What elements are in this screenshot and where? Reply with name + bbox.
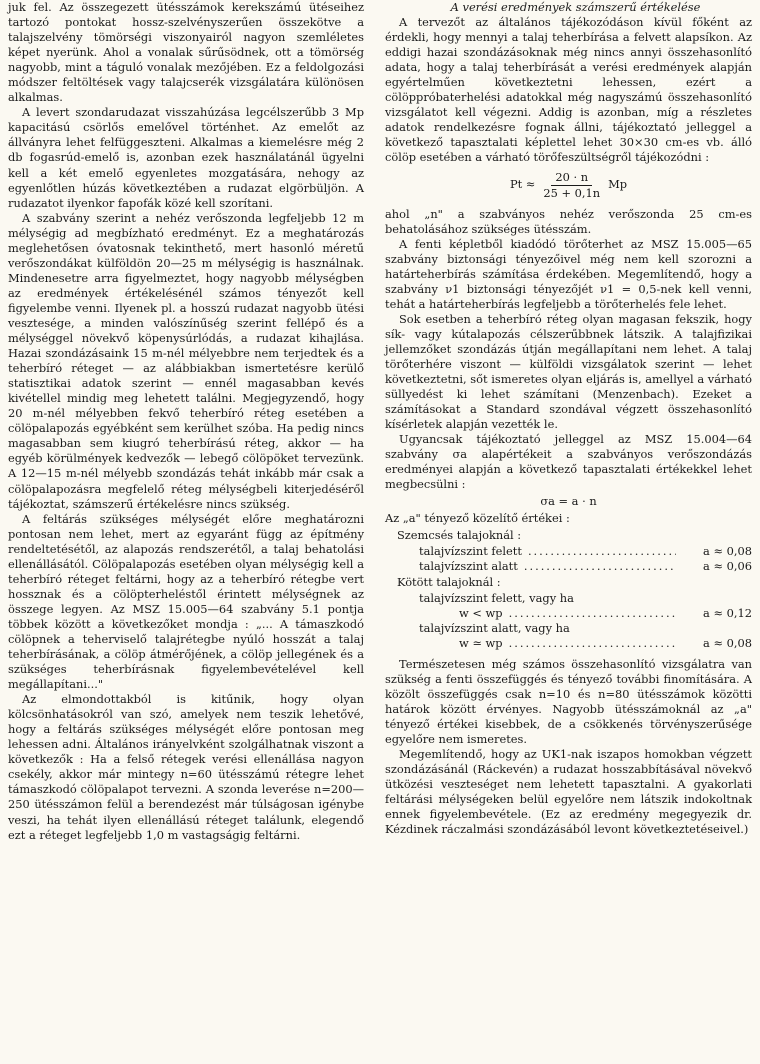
formula-numerator: 20 · n — [551, 170, 592, 186]
factor-label: talajvízszint felett, vagy ha — [419, 590, 574, 605]
group-title: Kötött talajoknál : — [397, 574, 501, 589]
paragraph: Ugyancsak tájékoztató jelleggel az MSZ 15.004—64 szabvány σa alapértékeit a szabványos verőszondázás eredményei alapján a következő tapasztalati értékekkel lehet megbecsülni : — [385, 432, 752, 492]
factor-value: a ≈ 0,12 — [703, 605, 752, 620]
section-heading: A verési eredmények számszerű értékelése — [450, 0, 701, 14]
factor-value: a ≈ 0,08 — [703, 635, 752, 650]
paragraph: Természetesen még számos összehasonlító vizsgálatra van szükség a fenti összefüggés és tényező további finomítására. A közölt összefüggés csak n=10 és n=80 ütésszámok közötti határok között érvényes. Nagyobb ütésszámoknál az „a" tényező értékei kisebbek, de a csökkenés törvényszerűsége egyelőre nem ismeretes. — [385, 656, 752, 747]
factor-value: a ≈ 0,08 — [703, 543, 752, 558]
factor-row — [419, 559, 752, 574]
paragraph: juk fel. Az összegezett ütésszámok kerekszámú ütéseihez tartozó pontokat hossz-szelvényszerűen összekötve a talajszelvény tömörségi viszonyairól nagyon szemléletes képet nyerünk. Ahol a vonalak sűrűsödnek, ott a tömörség nagyobb, mint a táguló vonalak mezőjében. Ez a feldolgozási módszer feltöltések vagy talajcserék vizsgálatára különösen alkalmas. — [8, 0, 364, 105]
factor-label: talajvízszint felett — [419, 543, 522, 558]
sigma-formula: σa = a · n — [540, 494, 597, 509]
formula-unit: Mp — [608, 177, 628, 192]
formula-fraction — [539, 170, 604, 201]
load-formula — [385, 170, 752, 201]
paragraph: Sok esetben a teherbíró réteg olyan magasan fekszik, hogy sík- vagy kútalapozás célszerűbbnek látszik. A talajfizikai jellemzőket szondázás útján megállapítani nem lehet. A talaj törőterhére viszont — külföldi vizsgálatok szerint — lehet következtetni, sőt ismeretes olyan eljárás is, amellyel a várható süllyedést ki lehet számítani (Menzenbach). Ezeket a számításokat a Standard szondával végzett összehasonlító kísérletek alapján vezették le. — [385, 311, 752, 432]
formula-lhs: Pt ≈ — [509, 177, 536, 192]
formula-denominator: 25 + 0,1n — [543, 185, 601, 200]
factor-label: talajvízszint alatt — [419, 558, 518, 573]
paragraph: A fenti képletből kiadódó törőterhet az MSZ 15.005—65 szabvány biztonsági tényezőivel még nem kell szorozni a határteherbírás számítása érdekében. Megemlítendő, hogy a szabvány ν1 biztonsági tényezőjét ν1 = 0,5-nek kell venni, tehát a határteherbírás legfeljebb a törőterhelés fele lehet. — [385, 236, 752, 311]
factor-value: a ≈ 0,06 — [703, 558, 752, 573]
dot-leader — [528, 544, 676, 559]
dot-leader — [524, 559, 676, 574]
dot-leader — [509, 636, 676, 651]
factor-row — [419, 544, 752, 559]
paragraph: A levert szondarudazat visszahúzása legcélszerűbb 3 Mp kapacitású csörlős emelővel történhet. Az emelőt az állványra lehet felfüggeszteni. Alkalmas a kiemelésre még 2 db fogasrúd-emelő is, azonban ezek használatánál ügyelni kell a két emelő egyenletes mozgatására, nehogy az egyenlőtlen húzás következtében a rudazat elgörbüljön. A rudazatot ilyenkor fapofák közé kell szorítani. — [8, 105, 364, 210]
paragraph: ahol „n" a szabványos nehéz verőszonda 25 cm-es behatolásához szükséges ütésszám. — [385, 206, 752, 236]
paragraph: Megemlítendő, hogy az UK1-nak iszapos homokban végzett szondázásánál (Ráckevén) a rudazat hosszabbításával növekvő ütközési veszteséget nem lehetett tapasztalni. A gyakorlati feltárási mélységeken belül egyelőre nem látszik indokoltnak ennek figyelembevétele. (Ez az eredmény megegyezik dr. Kézdinek ráczalmási szondázásából levont következtetéseivel.) — [385, 747, 752, 837]
left-column — [8, 0, 364, 843]
paragraph: Az elmondottakból is kitűnik, hogy olyan kölcsönhatásokról van szó, amelyek nem teszik lehetővé, hogy a feltárás szükséges mélységét előre pontosan meg lehessen adni. Általános irányelvként szolgálhatnak viszont a következők : Ha a felső rétegek verési ellenállása nagyon csekély, akkor már mintegy n=60 ütésszámú rétegre lehet támaszkodó cölöpalapot tervezni. A szonda leverése n=200—250 ütésszámon felül a berendezést már túlságosan igénybe veszi, ha tehát ilyen ellenállású réteget találunk, elegendő ezt a réteget legfeljebb 1,0 m vastagságig feltárni. — [8, 692, 364, 842]
right-column — [385, 0, 752, 837]
group-title: Szemcsés talajoknál : — [397, 527, 522, 542]
paragraph: A feltárás szükséges mélységét előre meghatározni pontosan nem lehet, mert az egyaránt függ az építmény rendeltetésétől, az alapozás rendszerétől, a talaj behatolási ellenállásától. Cölöpalapozás esetében olyan mélységig kell a teherbíró réteget feltárni, hogy az a teherbíró rétegbe vert hossznak és a cölöpterheléstől érintett mélységnek az összege legyen. Az MSZ 15.005—64 szabvány 5.1 pontja többek között a következőket mondja : „... A támaszkodó cölöpnek a teherviselő talajrétegbe nyúló hosszát a talaj teherbírásának, a cölöp átmérőjének, a cölöp jellegének és a szükséges teherbírásnak figyelembevételével kell megállapítani..." — [8, 511, 364, 692]
dot-leader — [509, 606, 676, 621]
factor-condition: w ≃ wp — [459, 635, 503, 650]
factor-label: talajvízszint alatt, vagy ha — [419, 620, 570, 635]
factor-row — [459, 606, 752, 621]
factor-condition: w < wp — [459, 605, 503, 620]
factor-title: Az „a" tényező közelítő értékei : — [385, 511, 570, 526]
paragraph: A szabvány szerint a nehéz verőszonda legfeljebb 12 m mélységig ad megbízható eredményt. Ez a meghatározás meglehetősen óvatosnak tekinthető, mert hasonló méretű verőszondákat külföldön 20—25 m mélységig is használnak. Mindenesetre arra figyelmeztet, hogy nagyobb mélységben az eredmények értékelésénél számos tényezőt kell figyelembe venni. Ilyenek pl. a hosszú rudazat nagyobb ütési vesztesége, a minden valószínűség szerint fellépő és a mélységgel növekvő köpenysúrlódás, a rudazat kihajlása. Hazai szondázásaink 15 m-nél mélyebbre nem terjedtek és a teherbíró réteget — az alábbiakban ismertetésre kerülő statisztikai adatok szerint — ennél magasabban kevés kivétellel mindig meg lehetett találni. Megjegyzendő, hogy 20 m-nél mélyebben fekvő teherbíró réteg esetében a cölöpalapozás egyébként sem kerülhet szóba. Ha pedig nincs magasabban sem kiugró teherbírású réteg, akkor — ha egyéb körülmények kedvezők — lebegő cölöpöket tervezünk. A 12—15 m-nél mélyebb szondázás tehát inkább már csak a cölöpalapozásra megfelelő réteg mélységbeli kiterjedéséről tájékoztat, számszerű értékelésre nincs szükség. — [8, 210, 364, 511]
paragraph: A tervezőt az általános tájékozódáson kívül főként az érdekli, hogy mennyi a talaj teherbírása a felvett alapsíkon. Az eddigi hazai szondázásoknak még nincs annyi összehasonlító adata, hogy a talaj teherbírását a verési eredmények alapján egyértelműen következtetni lehessen, ezért a cölöppróbaterhelési adatokkal még nagyszámú összehasonlító vizsgálatot kell végezni. Addig is azonban, míg a részletes adatok rendelkezésre fognak állni, tájékoztató jelleggel a következő tapasztalati képlettel lehet 30×30 cm-es vb. álló cölöp esetében a várható törőfeszültségről tájékozódni : — [385, 15, 752, 165]
factor-row — [459, 636, 752, 651]
